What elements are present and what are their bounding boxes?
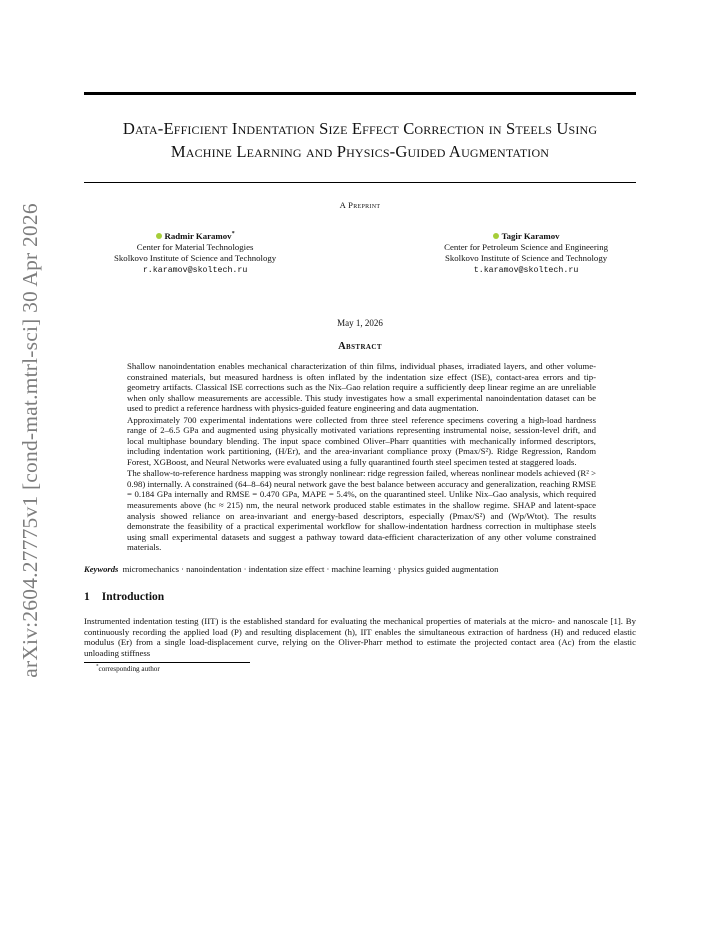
author-1 [114,231,276,276]
keywords-label: Keywords [84,563,119,574]
author-name: Tagir Karamov [501,230,560,241]
author-2 [444,231,608,276]
paper-page [84,92,636,673]
author-block [114,231,608,276]
author-name: Radmir Karamov [164,230,232,241]
keywords-list: micromechanics · nanoindentation · indentation size effect · machine learning · physics guided augmentation [122,563,499,574]
author-institution: Skolkovo Institute of Science and Technology [114,253,277,264]
abstract-paragraph: Shallow nanoindentation enables mechanical characterization of thin films, individual phases, irradiated layers, and other volume-constrained materials, but measured hardness is often inflated by the indentation size effect (ISE), contact-area errors and tip-geometry artifacts. Classical ISE corrections such as the Nix–Gao relation require a sufficiently deep linear regime an are unreliable when only shallow measurements are accessible. This study investigates how a small experimental nanoindentation dataset can be used to predict a reference hardness with physics-guided feature engineering and data augmentation. [127,361,596,414]
footnote-rule [84,662,250,663]
keywords-line [84,564,636,574]
author-email[interactable]: t.karamov@skoltech.ru [473,265,579,275]
title-bottom-rule [84,182,636,183]
author-affiliation: Center for Material Technologies [136,242,254,253]
publication-date: May 1, 2026 [337,318,383,329]
orcid-icon[interactable] [156,233,162,239]
section-title: Introduction [101,590,165,603]
footnote-text: corresponding author [98,665,160,674]
abstract [127,361,596,553]
introduction-text: Instrumented indentation testing (IIT) is the established standard for evaluating the mechanical properties of materials at the micro- and nanoscale [1]. By continuously recording the applied load (P) and resulting displacement (h), IIT enables the simultaneous extraction of hardness (H) and reduced elastic modulus (Er) from a single load-displacement curve, relying on the Oliver-Pharr method to estimate the projected contact area (Ac) from the elastic unloading stiffness [84,615,636,658]
author-email[interactable]: r.karamov@skoltech.ru [142,265,248,275]
footnote [96,665,636,673]
arxiv-sidebar [12,190,48,690]
abstract-paragraph: Approximately 700 experimental indentations were collected from three steel reference specimens covering a high-load hardness range of 2–6.5 GPa and augmented using physically motivated variations representing instrumental noise, session-level drift, and local multiphase boundary blending. The input space combined Oliver–Pharr quantities with mechanically informed descriptors, including indentation work partitioning, (H/Er), and the area-invariant compliance proxy (Pmax/S²). Ridge Regression, Random Forest, XGBoost, and Neural Networks were evaluated using a fully quarantined fourth steel specimen tested at staggered loads. [127,414,596,468]
paper-title: Data-Efficient Indentation Size Effect Correction in Steels Using Machine Learning and Physics-Guided Augmentation [122,118,598,161]
arxiv-identifier: arXiv:2604.27775v1 [cond-mat.mtrl-sci] 30 Apr 2026 [17,202,42,678]
author-affiliation: Center for Petroleum Science and Engineering [444,242,608,253]
abstract-paragraph: The shallow-to-reference hardness mapping was strongly nonlinear: ridge regression failed, whereas nonlinear models achieved (R² > 0.98) internally. A constrained (64–8–64) neural network gave the best balance between accuracy and generalization, reaching RMSE = 0.184 GPa internally and RMSE = 0.470 GPa, MAPE = 5.4%, on the quarantined steel. Unlike Nix–Gao analysis, which required measurements above (hc ≈ 215) nm, the neural network produced stable estimates in the shallow regime. SHAP and latent-space analysis showed reliance on area-invariant and energy-based descriptors, especially (Pmax/S²) and (Wp/Wtot). The results demonstrate the feasibility of a practical experimental workflow for shallow-indentation hardness correction in multiphase steels using small experimental datasets and suggest a pathway toward data-efficient characterization of any other volume constrained materials. [127,468,596,553]
section-heading [84,591,636,603]
section-number: 1 [84,590,90,603]
author-institution: Skolkovo Institute of Science and Technology [444,253,608,264]
title-top-rule [84,92,636,95]
abstract-heading: Abstract [338,341,382,353]
author-marker: * [231,230,235,237]
preprint-label: A Preprint [339,199,381,210]
footnote-marker: * [96,664,99,670]
orcid-icon[interactable] [493,233,499,239]
